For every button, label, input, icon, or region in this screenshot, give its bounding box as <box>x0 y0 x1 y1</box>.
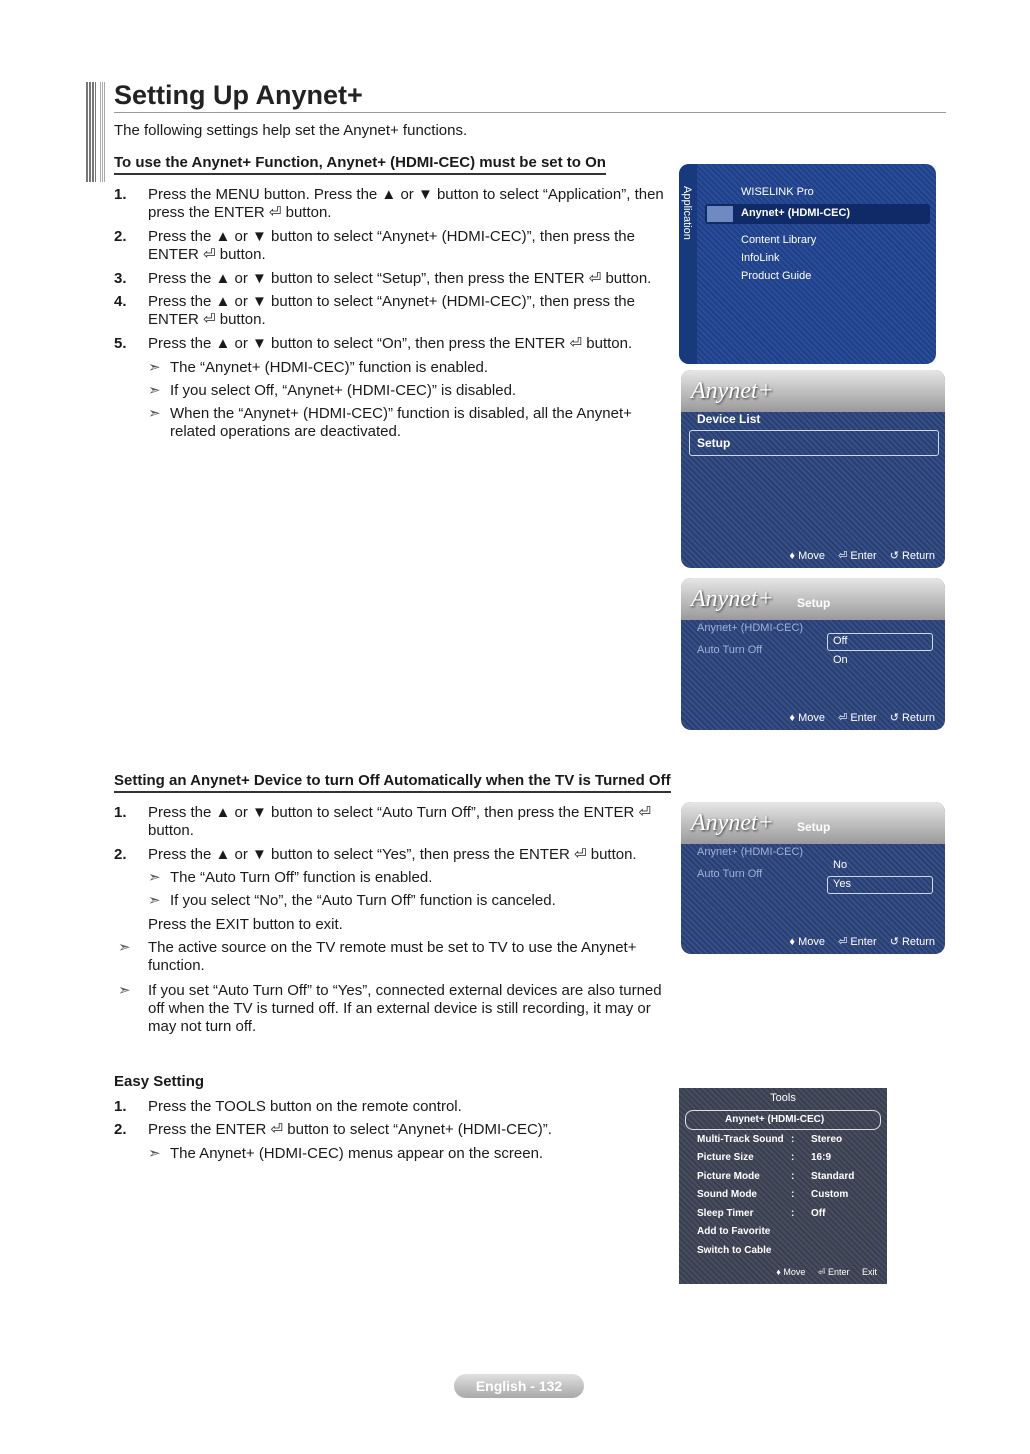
move-hint: ♦ Move <box>776 1267 806 1277</box>
menu-item-content-library[interactable]: Content Library <box>741 234 817 246</box>
step-text: Press the ▲ or ▼ button to select “Anynet+ (HDMI-CEC)”, then press the ENTER ⏎ button. <box>148 228 635 263</box>
setup-row-anynet: Anynet+ (HDMI-CEC) <box>697 622 804 634</box>
menu-item-setup[interactable]: Setup <box>697 436 731 450</box>
setup-row-anynet: Anynet+ (HDMI-CEC) <box>697 846 804 858</box>
exit-hint: Exit <box>861 1267 877 1277</box>
note-arrow-icon: ➣ <box>148 405 161 422</box>
note-arrow-icon: ➣ <box>148 1145 161 1162</box>
anynet-logo: Anynet+ <box>691 586 774 612</box>
menu-item-anynet-selected[interactable] <box>705 204 930 224</box>
s2-step-2 <box>114 846 674 864</box>
s2-extra-note-1 <box>114 939 674 975</box>
note-arrow-icon: ➣ <box>148 892 161 909</box>
tools-item-anynet[interactable]: Anynet+ (HDMI-CEC) <box>725 1114 825 1125</box>
step-number: 2. <box>114 228 127 245</box>
anynet-main-menu-screen <box>681 370 945 568</box>
option-no[interactable]: No <box>833 859 848 871</box>
step-text: Press the ▲ or ▼ button to select “Setup”, then press the ENTER ⏎ button. <box>148 270 652 287</box>
screen-footer <box>779 935 935 948</box>
return-hint: ↺ Return <box>889 550 935 562</box>
tools-row-label[interactable]: Picture Mode <box>697 1171 760 1182</box>
step-number: 3. <box>114 270 127 287</box>
step-text: Press the TOOLS button on the remote control. <box>148 1098 462 1115</box>
section3-heading: Easy Setting <box>114 1073 205 1090</box>
enter-hint: ⏎ Enter <box>838 550 877 562</box>
note-text: If you select “No”, the “Auto Turn Off” function is canceled. <box>170 892 556 909</box>
step-text: Press the ▲ or ▼ button to select “Yes”, then press the ENTER ⏎ button. <box>148 846 637 863</box>
note-arrow-icon: ➣ <box>148 382 161 399</box>
step-text: Press the ▲ or ▼ button to select “On”, then press the ENTER ⏎ button. <box>148 335 633 352</box>
step-number: 4. <box>114 293 127 310</box>
s1-step-1 <box>114 186 674 222</box>
step-text: Press the ▲ or ▼ button to select “Auto Turn Off”, then press the ENTER ⏎ button. <box>148 804 652 839</box>
move-hint: ♦ Move <box>789 936 825 948</box>
s1-note-1 <box>148 359 668 377</box>
title-decoration <box>86 82 96 182</box>
application-sidebar <box>679 164 697 364</box>
s1-note-2 <box>148 382 668 400</box>
setup-title: Setup <box>797 820 831 834</box>
anynet-logo: Anynet+ <box>691 378 774 404</box>
note-arrow-icon: ➣ <box>118 982 131 999</box>
application-menu-screen <box>679 164 936 364</box>
setup-row-auto-turn-off: Auto Turn Off <box>697 644 763 656</box>
tools-menu-screen <box>679 1088 887 1284</box>
tools-row-label[interactable]: Multi-Track Sound <box>697 1134 784 1145</box>
note-text: The active source on the TV remote must be set to TV to use the Anynet+ function. <box>148 939 637 974</box>
return-hint: ↺ Return <box>889 936 935 948</box>
intro-text: The following settings help set the Anynet+ functions. <box>114 122 468 139</box>
step-number: 1. <box>114 804 127 821</box>
s3-note-1 <box>148 1145 668 1163</box>
tools-colon: : <box>791 1152 795 1163</box>
note-text: If you select Off, “Anynet+ (HDMI-CEC)” is disabled. <box>170 382 517 399</box>
page-title: Setting Up Anynet+ <box>114 80 363 110</box>
s2-note-1 <box>148 869 668 887</box>
application-label: Application <box>681 186 693 240</box>
note-arrow-icon: ➣ <box>148 359 161 376</box>
note-text: The “Auto Turn Off” function is enabled. <box>170 869 433 886</box>
tools-row-value: Stereo <box>811 1134 843 1145</box>
move-hint: ♦ Move <box>789 712 825 724</box>
menu-item-infolink[interactable]: InfoLink <box>741 252 780 264</box>
step-number: 2. <box>114 846 127 863</box>
tools-row-value: Standard <box>811 1171 855 1182</box>
step-text: Press the ENTER ⏎ button to select “Anynet+ (HDMI-CEC)”. <box>148 1121 552 1138</box>
step-text: Press the ▲ or ▼ button to select “Anynet+ (HDMI-CEC)”, then press the ENTER ⏎ button. <box>148 293 635 328</box>
s2-exit <box>114 916 674 934</box>
return-hint: ↺ Return <box>889 712 935 724</box>
enter-hint: ⏎ Enter <box>838 712 877 724</box>
step-number: 1. <box>114 1098 127 1115</box>
tools-row-value: Off <box>811 1208 826 1219</box>
section1-heading: To use the Anynet+ Function, Anynet+ (HDMI-CEC) must be set to On <box>114 154 606 175</box>
tools-row-label[interactable]: Picture Size <box>697 1152 754 1163</box>
tools-colon: : <box>791 1134 795 1145</box>
s2-step-1 <box>114 804 674 840</box>
tools-colon: : <box>791 1208 795 1219</box>
s1-step-4 <box>114 293 674 329</box>
screen-footer <box>779 711 935 724</box>
s1-step-5 <box>114 335 674 353</box>
screen-footer <box>779 549 935 562</box>
tools-row-value: Custom <box>811 1189 849 1200</box>
tools-row-label[interactable]: Switch to Cable <box>697 1245 772 1256</box>
note-text: The Anynet+ (HDMI-CEC) menus appear on the screen. <box>170 1145 544 1162</box>
note-text: When the “Anynet+ (HDMI-CEC)” function is disabled, all the Anynet+ related operations are deactivated. <box>170 405 632 440</box>
option-yes[interactable]: Yes <box>833 878 851 890</box>
menu-item-label: Anynet+ (HDMI-CEC) <box>741 207 851 219</box>
tools-row-label[interactable]: Add to Favorite <box>697 1226 771 1237</box>
title-decoration-secondary <box>100 82 106 182</box>
tools-colon: : <box>791 1171 795 1182</box>
menu-item-wiselink[interactable]: WISELINK Pro <box>741 186 814 198</box>
tools-row-value: 16:9 <box>811 1152 832 1163</box>
note-arrow-icon: ➣ <box>148 869 161 886</box>
s1-step-2 <box>114 228 674 264</box>
exit-text: Press the EXIT button to exit. <box>148 916 343 933</box>
anynet-thumbnail-icon <box>707 206 733 222</box>
setup-row-auto-turn-off: Auto Turn Off <box>697 868 763 880</box>
menu-item-product-guide[interactable]: Product Guide <box>741 270 812 282</box>
tools-row-label[interactable]: Sleep Timer <box>697 1208 754 1219</box>
s3-step-2 <box>114 1121 674 1139</box>
note-text: If you set “Auto Turn Off” to “Yes”, connected external devices are also turned off when the TV is turned off. If an external device is still recording, it may or may not turn off. <box>148 982 662 1035</box>
tools-title: Tools <box>770 1092 796 1104</box>
tools-colon: : <box>791 1189 795 1200</box>
anynet-logo: Anynet+ <box>691 810 774 836</box>
step-number: 5. <box>114 335 127 352</box>
section2-heading: Setting an Anynet+ Device to turn Off Automatically when the TV is Turned Off <box>114 772 671 793</box>
anynet-setup-screen-yes-no <box>681 802 945 954</box>
note-text: The “Anynet+ (HDMI-CEC)” function is enabled. <box>170 359 489 376</box>
enter-hint: ⏎ Enter <box>817 1267 850 1277</box>
s2-extra-note-2 <box>114 982 674 1036</box>
move-hint: ♦ Move <box>789 550 825 562</box>
s1-note-3 <box>148 405 668 441</box>
s2-note-2 <box>148 892 668 910</box>
setup-title: Setup <box>797 596 831 610</box>
option-off[interactable]: Off <box>833 635 848 647</box>
s1-step-3 <box>114 270 674 288</box>
screen-footer <box>766 1267 877 1278</box>
title-rule <box>114 112 946 113</box>
enter-hint: ⏎ Enter <box>838 936 877 948</box>
step-number: 1. <box>114 186 127 203</box>
step-number: 2. <box>114 1121 127 1138</box>
tools-row-label[interactable]: Sound Mode <box>697 1189 757 1200</box>
page-number-label: English - 132 <box>454 1374 584 1398</box>
note-arrow-icon: ➣ <box>118 939 131 956</box>
option-on[interactable]: On <box>833 654 848 666</box>
menu-item-device-list[interactable]: Device List <box>697 412 761 426</box>
step-text: Press the MENU button. Press the ▲ or ▼ button to select “Application”, then press the ENTER ⏎ button. <box>148 186 664 221</box>
s3-step-1 <box>114 1098 674 1116</box>
anynet-setup-screen-on-off <box>681 578 945 730</box>
